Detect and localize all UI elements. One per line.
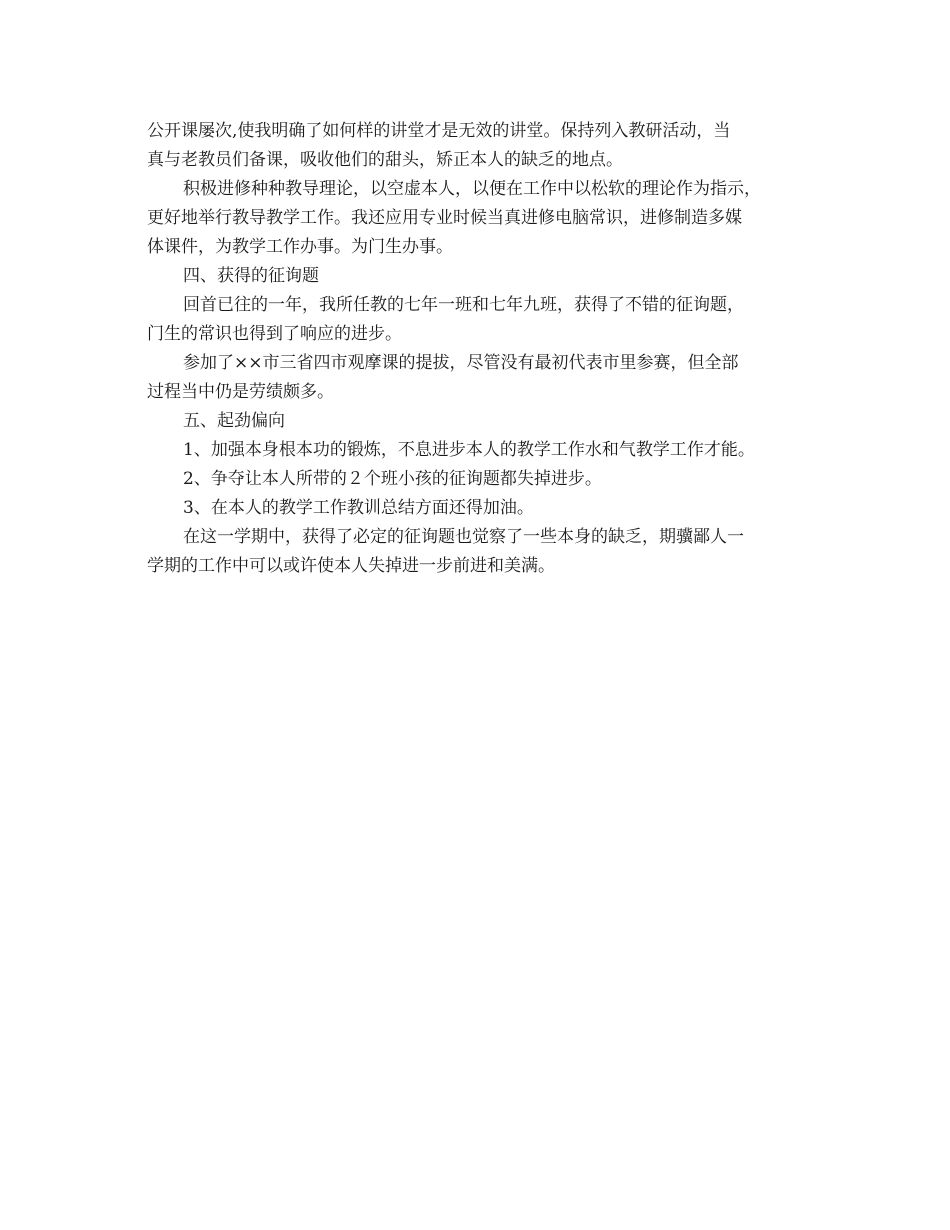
text-line: 2、争夺让本人所带的２个班小孩的征询题都失掉进步。	[183, 469, 602, 489]
text-line: 回首已往的一年，我所任教的七年一班和七年九班，获得了不错的征询题，	[183, 295, 744, 315]
section-heading-5	[147, 407, 817, 436]
text-line: 体课件，为教学工作办事。为门生办事。	[147, 237, 453, 257]
text-line: 参加了××市三省四市观摩课的提拔，尽管没有最初代表市里参赛，但全部	[183, 353, 739, 373]
text-line: 五、起劲偏向	[183, 411, 285, 431]
text-line: 1、加强本身根本功的锻炼，不息进步本人的教学工作水和气教学工作才能。	[183, 440, 755, 460]
text-line: 学期的工作中可以或许使本人失掉进一步前进和美满。	[147, 556, 555, 576]
text-line: 公开课屡次,使我明确了如何样的讲堂才是无效的讲堂。保持列入教研活动，当	[147, 121, 731, 141]
section-heading-4	[147, 262, 817, 291]
closing-paragraph	[147, 523, 817, 581]
text-line: 四、获得的征询题	[183, 266, 319, 286]
list-item-1	[147, 436, 817, 465]
text-line: 更好地举行教导教学工作。我还应用专业时候当真进修电脑常识，进修制造多媒	[147, 208, 742, 228]
text-line: 在这一学期中，获得了必定的征询题也觉察了一些本身的缺乏，期骥鄙人一	[183, 527, 744, 547]
text-line: 积极进修种种教导理论，以空虚本人，以便在工作中以松软的理论作为指示，	[183, 179, 761, 199]
list-item-3	[147, 494, 817, 523]
paragraph-1	[147, 117, 817, 175]
text-line: 过程当中仍是劳绩颇多。	[147, 382, 334, 402]
paragraph-5	[147, 349, 817, 407]
list-item-2	[147, 465, 817, 494]
text-line: 3、在本人的教学工作教训总结方面还得加油。	[183, 498, 534, 518]
document-body	[147, 117, 817, 581]
text-line: 真与老教员们备课，吸收他们的甜头，矫正本人的缺乏的地点。	[147, 150, 623, 170]
paragraph-4	[147, 291, 817, 349]
paragraph-2	[147, 175, 817, 262]
text-line: 门生的常识也得到了响应的进步。	[147, 324, 402, 344]
